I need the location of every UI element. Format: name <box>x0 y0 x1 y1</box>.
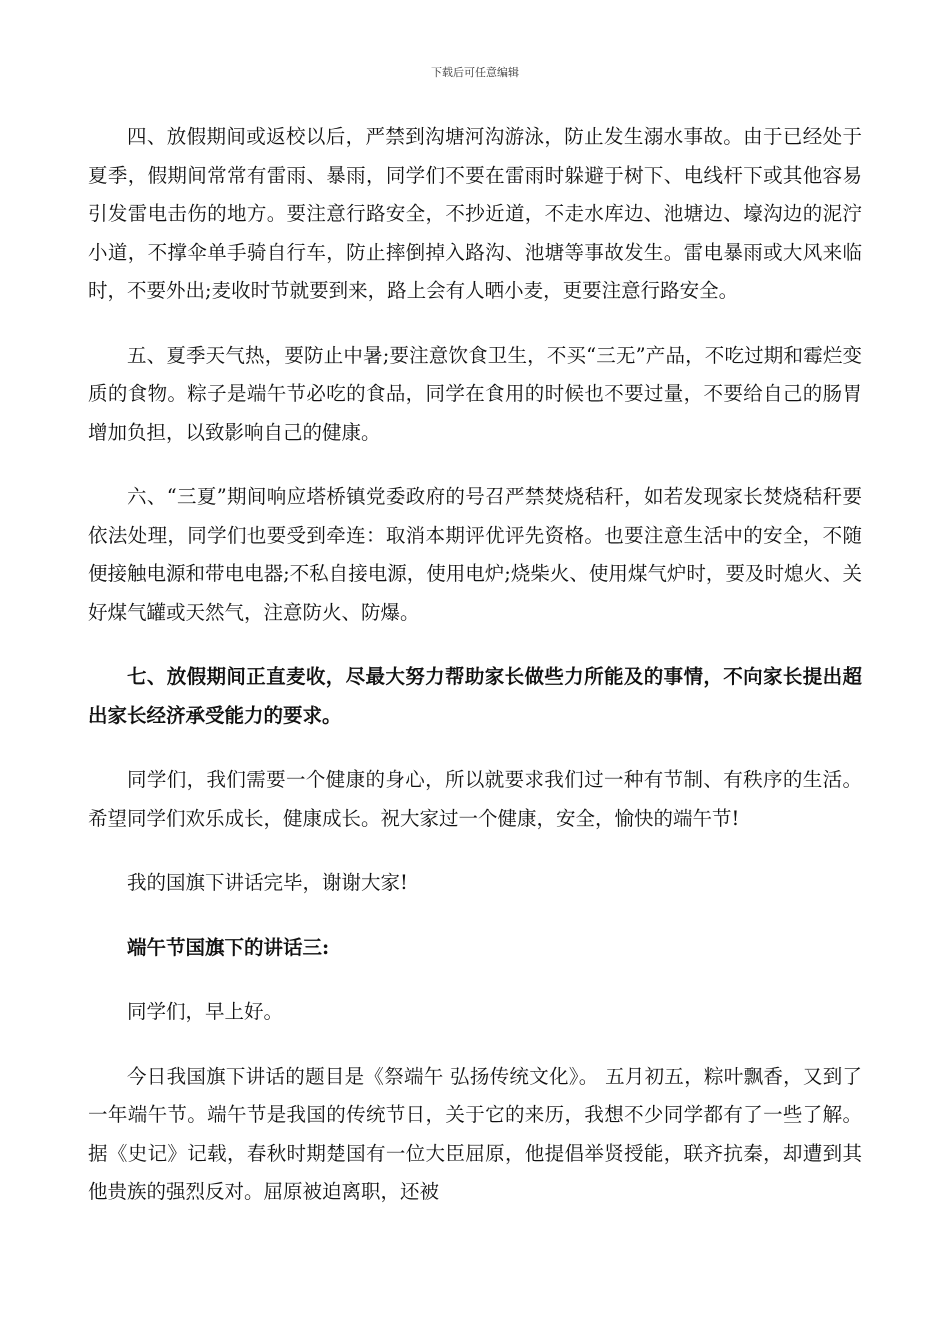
paragraph-straw-burning: 六、“三夏”期间响应塔桥镇党委政府的号召严禁焚烧秸秆，如若发现家长焚烧秸秆要依法处理，同学们也要受到牵连：取消本期评优评先资格。也要注意生活中的安全，不随便接触电源和带电电器;不私自接电源，使用电炉;烧柴火、使用煤气炉时，要及时熄火、关好煤气罐或天然气，注意防火、防爆。 <box>88 485 862 624</box>
paragraph-greeting: 同学们，早上好。 <box>127 1000 284 1023</box>
paragraph-spacer <box>88 903 862 929</box>
paragraph-speech-topic: 今日我国旗下讲话的题目是《祭端午 弘扬传统文化》。 五月初五，粽叶飘香，又到了一年端午节。端午节是我国的传统节日，关于它的来历，我想不少同学都有了一些了解。 据《史记》记载，春秋时期楚国有一位大臣屈原，他提倡举贤授能，联齐抗秦，却遭到其他贵族的强烈反对。屈原被迫离职，还被 <box>88 1064 862 1203</box>
paragraph-harvest-help: 七、放假期间正直麦收，尽最大努力帮助家长做些力所能及的事情，不向家长提出超出家长经济承受能力的要求。 <box>88 665 862 727</box>
paragraph-heatstroke-food: 五、夏季天气热，要防止中暑;要注意饮食卫生，不买“三无”产品，不吃过期和霉烂变质的食物。粽子是端午节必吃的食品，同学在食用的时候也不要过量，不要给自己的肠胃增加负担，以致影响自己的健康。 <box>88 343 862 444</box>
paragraph-spacer <box>88 967 862 993</box>
paragraph-wishes: 同学们，我们需要一个健康的身心，所以就要求我们过一种有节制、有秩序的生活。希望同学们欢乐成长，健康成长。祝大家过一个健康，安全，愉快的端午节! <box>88 768 862 830</box>
paragraph-spacer <box>88 311 862 337</box>
paragraph-spacer <box>88 735 862 761</box>
paragraph-closing: 我的国旗下讲话完毕，谢谢大家! <box>127 871 408 894</box>
page-header: 下载后可任意编辑 <box>431 66 519 79</box>
paragraph-spacer <box>88 1032 862 1058</box>
paragraph-spacer <box>88 452 862 478</box>
paragraph-spacer <box>88 632 862 658</box>
document-body <box>88 118 862 1212</box>
paragraph-safety-swimming: 四、放假期间或返校以后，严禁到沟塘河沟游泳，防止发生溺水事故。由于已经处于夏季，假期间常常有雷雨、暴雨，同学们不要在雷雨时躲避于树下、电线杆下或其他容易引发雷电击伤的地方。要注意行路安全，不抄近道，不走水库边、池塘边、壕沟边的泥泞小道，不撑伞单手骑自行车，防止摔倒掉入路沟、池塘等事故发生。雷电暴雨或大风来临时，不要外出;麦收时节就要到来，路上会有人晒小麦，更要注意行路安全。 <box>88 125 862 302</box>
paragraph-spacer <box>88 838 862 864</box>
section-heading: 端午节国旗下的讲话三: <box>127 935 330 959</box>
